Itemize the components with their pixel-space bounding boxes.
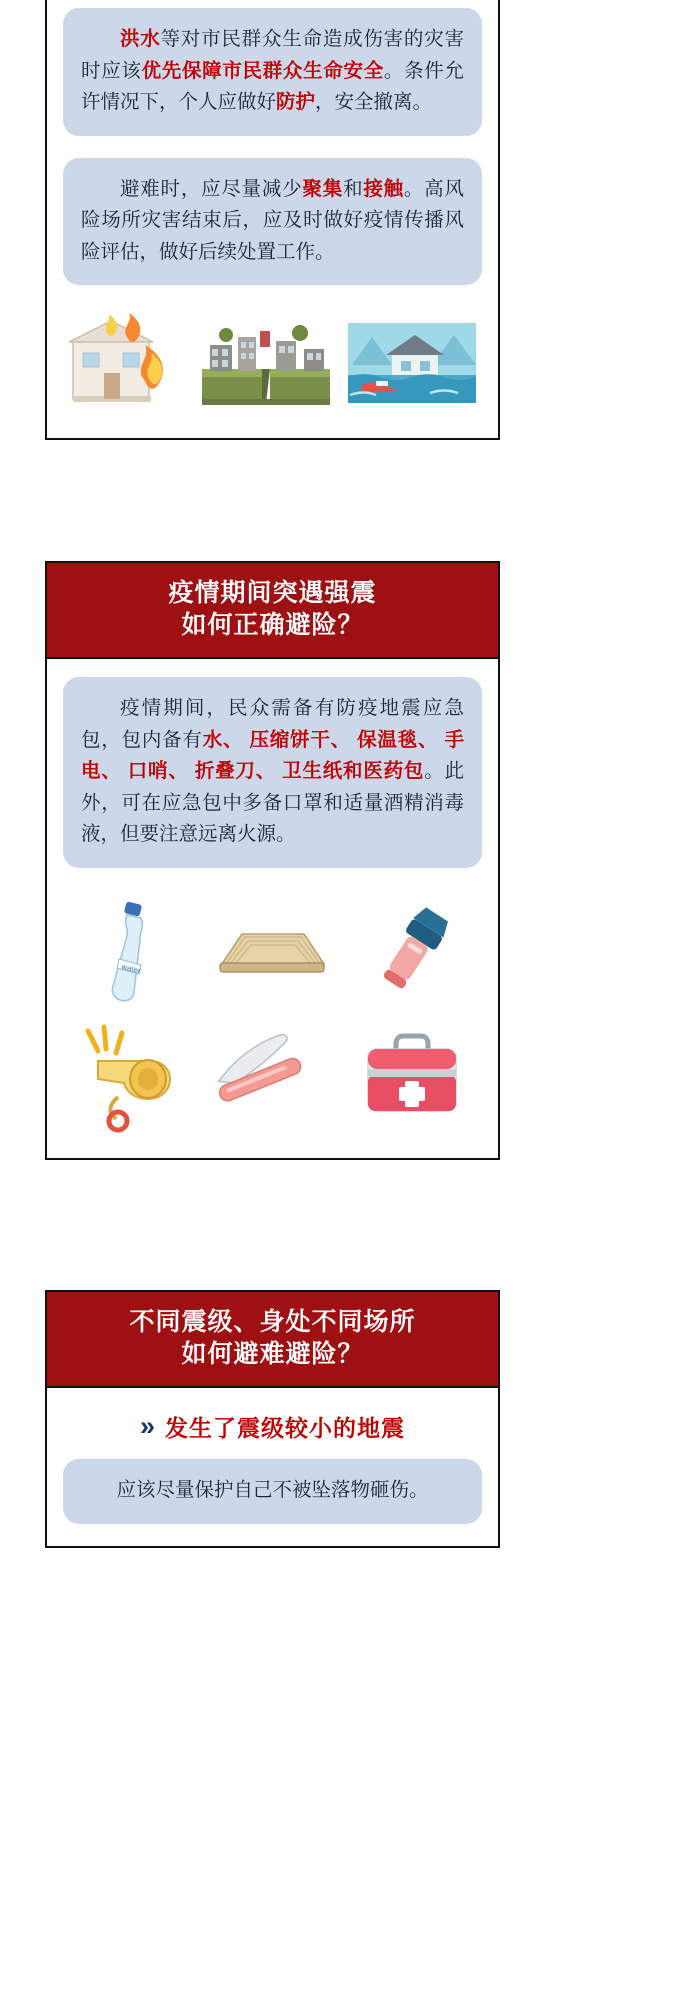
card-body [47, 0, 498, 438]
header-line-1: 疫情期间突遇强震 [168, 579, 377, 607]
burning-house-illustration [67, 311, 185, 416]
card-header [47, 1292, 498, 1388]
disaster-priority-card [45, 0, 500, 440]
text-plain: 。条件允许情况下，个人应做好 [81, 59, 464, 114]
header-line-1: 不同震级、身处不同场所 [129, 1308, 416, 1336]
speech-bubble-small-quake [63, 1459, 482, 1524]
flashlight-icon [346, 894, 478, 1012]
text-plain: 疫情期间，民众需备有防疫地震应急包，包内备有 [81, 697, 464, 751]
text-highlight: 水、 压缩饼干、 保温毯、 手电、 口哨、 折叠刀、 卫生纸和医药包 [81, 728, 464, 783]
bubble-paragraph [81, 174, 464, 269]
text-highlight: 洪水 [120, 28, 161, 50]
first-aid-kit-icon [346, 1018, 478, 1136]
thermal-blanket-icon [206, 894, 338, 1012]
bubble-paragraph: 应该尽量保护自己不被坠落物砸伤。 [116, 1479, 429, 1501]
disaster-illustration-row [63, 311, 482, 416]
text-plain: 。此外，可在应急包中多备口罩和适量酒精消毒液，但要注意远离火源。 [81, 760, 464, 846]
header-line-2: 如何避难避险？ [181, 1340, 364, 1368]
section-title: 发生了震级较小的地震 [165, 1415, 406, 1441]
folding-knife-icon [206, 1018, 338, 1136]
bubble-paragraph [81, 24, 464, 119]
flooded-house-illustration [346, 311, 478, 416]
text-plain: ，安全撤离。 [315, 91, 433, 114]
text-highlight: 优先保障市民群众生命安全 [141, 59, 384, 82]
card-body [47, 659, 498, 1158]
water-bottle-icon [67, 894, 199, 1012]
speech-bubble-kit [63, 677, 482, 868]
double-chevron-right-icon: » [139, 1411, 150, 1441]
whistle-icon [67, 1018, 199, 1136]
card-body [47, 1388, 498, 1546]
speech-bubble-priority [63, 8, 482, 136]
text-plain: 避难时，应尽量减少 [120, 177, 303, 200]
text-plain: 。高风险场所灾害结束后，应及时做好疫情传播风险评估，做好后续处置工作。 [81, 177, 464, 263]
text-plain: 等对市民群众生命造成伤害的灾害时应该 [81, 28, 464, 82]
header-line-2: 如何正确避险？ [181, 611, 364, 639]
speech-bubble-gathering [63, 158, 482, 286]
spacer [63, 136, 482, 158]
text-highlight: 聚集 [302, 177, 344, 200]
magnitude-guidance-card [45, 1290, 500, 1548]
card-header [47, 563, 498, 659]
svg-text:water: water [120, 962, 142, 976]
text-plain: 和 [343, 177, 364, 200]
emergency-kit-grid [63, 894, 482, 1136]
emergency-kit-card [45, 561, 500, 1160]
bubble-paragraph [81, 693, 464, 851]
text-highlight: 接触 [363, 177, 404, 200]
section-heading [63, 1410, 482, 1443]
text-highlight: 防护 [276, 91, 316, 114]
earthquake-ground-illustration [200, 311, 332, 416]
